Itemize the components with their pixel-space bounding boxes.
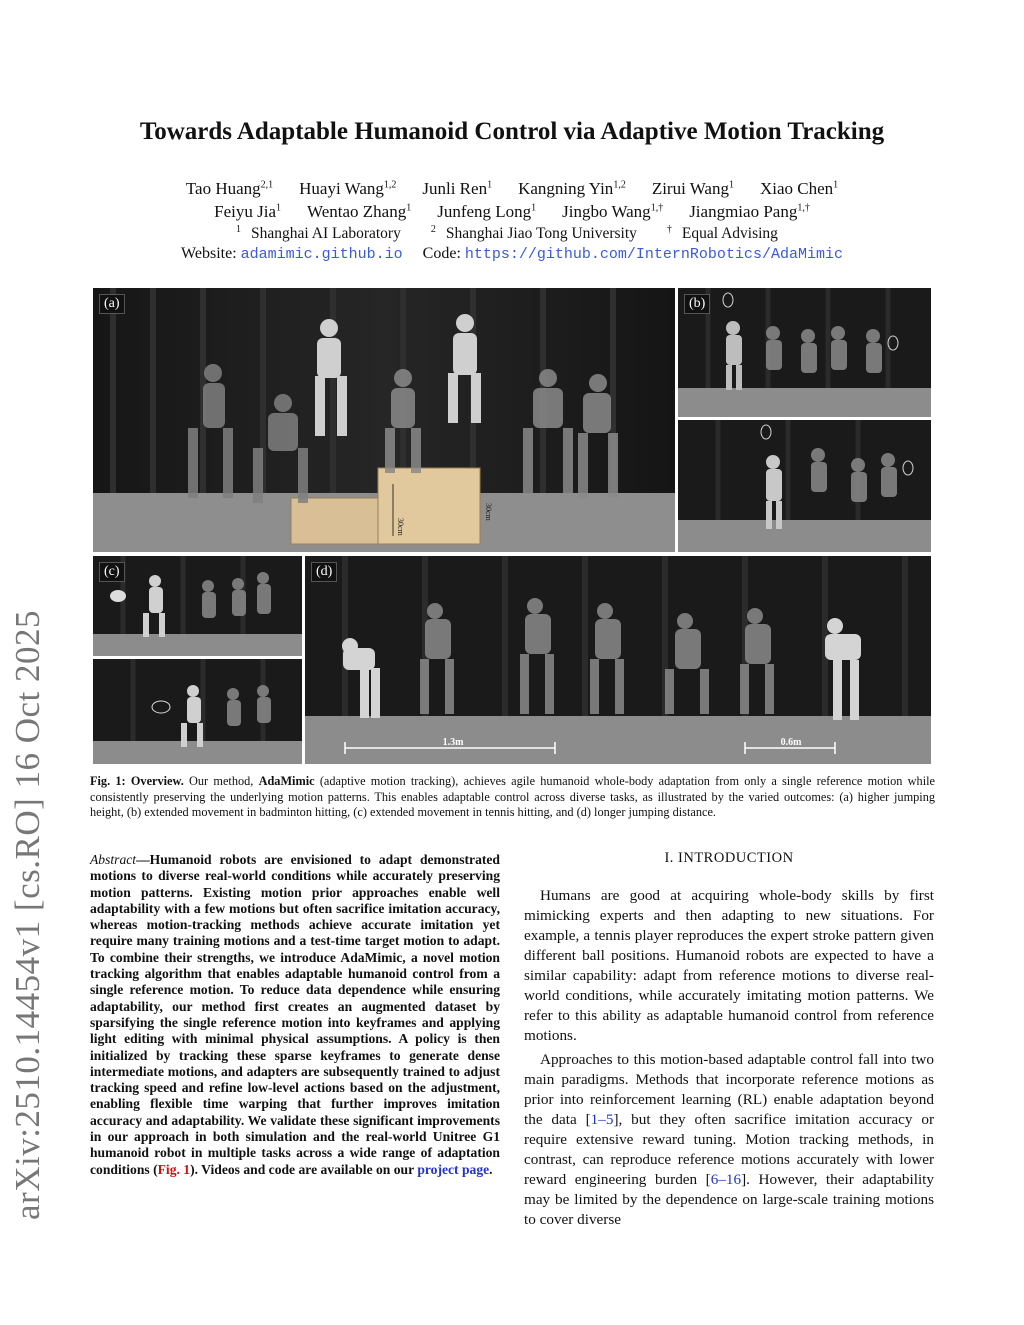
abstract-end: .	[489, 1161, 493, 1177]
distance-label-2: 0.6m	[780, 737, 802, 748]
abstract-body: Humanoid robots are envisioned to adapt demonstrated motions to diverse real-world conditions while accurately preserving motion patterns. Existing motion prior approaches enable well adaptability with a few motions but often sacrifice imitation accuracy, whereas motion-tracking methods achieve accurate imitation yet require many training motions and a test-time target motion to adapt. To combine their strengths, we introduce AdaMimic, a novel motion tracking algorithm that enables adaptable humanoid control from a single reference motion. To reduce data dependence while ensuring adaptability, our method first creates an augmented dataset by sparsifying the single reference motion into keyframes and applying light editing with minimal physical assumptions. A policy is then initialized by tracking these sparse keyframes to generate dense intermediate motions, and adapters are subsequently trained to adjust tracking speed and refine low-level actions based on the adjustment, enabling flexible time warping that further improves imitation accuracy and adaptability. We validate these significant improvements in our approach in both simulation and the real-world Unitree G1 humanoid robot in multiple tasks across a wide range of adaptation conditions (	[90, 852, 500, 1177]
box-height-label-1: 30cm	[396, 518, 405, 536]
affiliations	[0, 224, 1024, 243]
panel-label-b: (b)	[684, 294, 710, 314]
fig-1-ref-link[interactable]: Fig. 1	[157, 1161, 191, 1177]
abstract-tail: ). Videos and code are available on our	[190, 1161, 418, 1177]
section-heading-introduction: I. INTRODUCTION	[664, 850, 794, 866]
author-name-5: Xiao Chen$^1$	[759, 179, 839, 198]
caption-text-2: (adaptive motion tracking), achieves agile humanoid whole-body adaptation from only a single reference motion while consistently preserving the underlying motion patterns. This enables adaptable control across diverse tasks, as illustrated by the varied outcomes: (a) higher jumping height, (b) extended movement in badminton hitting, (c) extended movement in tennis hitting, and (d) longer jumping distance.	[90, 774, 935, 819]
author-name-4: Zirui Wang$^1$	[651, 179, 734, 198]
tennis-photo-2	[93, 659, 302, 764]
author-name-row2-4: Jiangmiao Pang$^{1,\dagger}$	[689, 202, 810, 221]
author-name-0: Tao Huang$^{2,1}$	[185, 179, 274, 198]
caption-prefix: Fig. 1: Overview.	[90, 774, 184, 788]
author-name-2: Junli Ren$^1$	[422, 179, 493, 198]
author-name-1: Huayi Wang$^{1,2}$	[299, 179, 397, 198]
author-name-row2-2: Junfeng Long$^1$	[437, 202, 537, 221]
abstract-label: Abstract	[90, 852, 137, 867]
jump-box-photo	[93, 288, 675, 552]
badminton-photo-2	[678, 420, 931, 552]
distance-label-1: 1.3m	[442, 737, 464, 748]
panel-label-c: (c)	[99, 562, 125, 582]
figure-panel-c-bottom	[93, 659, 302, 764]
badminton-photo-1	[678, 288, 931, 417]
caption-method: AdaMimic	[258, 774, 315, 788]
introduction-body	[524, 886, 934, 1234]
website-link[interactable]: adamimic.github.io	[240, 246, 403, 263]
affiliation-1: $^2$ Shanghai Jiao Tong University	[430, 224, 637, 243]
figure-panel-a	[93, 288, 675, 552]
intro-paragraph-1: Humans are good at acquiring whole-body skills by first mimicking experts and then adapting to new situations. For example, a tennis player reproduces the expert stroke pattern given different ball positions. Humanoid robots are expected to have a similar capability: adapt from reference motions to diverse real-world conditions, while accurately imitating motion patterns. We refer to this ability as adaptable humanoid control from reference motions.	[524, 887, 934, 1044]
website-label: Website:	[181, 245, 237, 262]
author-name-row2-3: Jingbo Wang$^{1,\dagger}$	[562, 202, 664, 221]
abstract	[90, 852, 500, 1178]
caption-text-1: Our method,	[183, 774, 259, 788]
long-jump-photo	[305, 556, 931, 764]
abstract-dash: —	[136, 852, 150, 867]
affiliation-0: $^1$ Shanghai AI Laboratory	[236, 224, 401, 243]
figure-panel-c-top	[93, 556, 302, 656]
affiliation-2: † Equal Advising	[666, 224, 778, 243]
arxiv-identifier: arXiv:2510.14454v1 [cs.RO] 16 Oct 2025	[8, 609, 47, 1220]
panel-label-a: (a)	[99, 294, 125, 314]
figure-caption	[90, 774, 935, 821]
project-page-link[interactable]: project page	[417, 1161, 490, 1177]
code-label: Code:	[422, 245, 461, 262]
panel-label-d: (d)	[311, 562, 337, 582]
figure-panel-b-top	[678, 288, 931, 417]
links-line	[0, 245, 1024, 263]
author-name-3: Kangning Yin$^{1,2}$	[518, 179, 626, 198]
figure-panel-d	[305, 556, 931, 764]
citation-link-1-5[interactable]: 1–5	[590, 1111, 614, 1128]
authors-row-2	[0, 202, 1024, 222]
intro-paragraph-2: Approaches to this motion-based adaptable control fall into two main paradigms. Methods that incorporate reference motions as prior into reinforcement learning (RL) enable adaptation beyond the data [1–5], but they often sacrifice imitation accuracy or require extensive reward tuning. Motion tracking methods, in contrast, can reproduce reference motions accurately with lower reward engineering burden [6–16]. However, their adaptability may be limited by the dependence on large-scale training motions to cover diverse	[524, 1051, 934, 1228]
paper-title: Towards Adaptable Humanoid Control via Adaptive Motion Tracking	[139, 118, 885, 145]
box-height-label-2: 30cm	[484, 503, 493, 521]
author-name-row2-0: Feiyu Jia$^1$	[214, 202, 282, 221]
figure-panel-b-bottom	[678, 420, 931, 552]
code-link[interactable]: https://github.com/InternRobotics/AdaMimic	[464, 246, 843, 263]
authors-row-1	[0, 179, 1024, 199]
author-name-row2-1: Wentao Zhang$^1$	[307, 202, 412, 221]
citation-link-6-16[interactable]: 6–16	[710, 1171, 742, 1188]
